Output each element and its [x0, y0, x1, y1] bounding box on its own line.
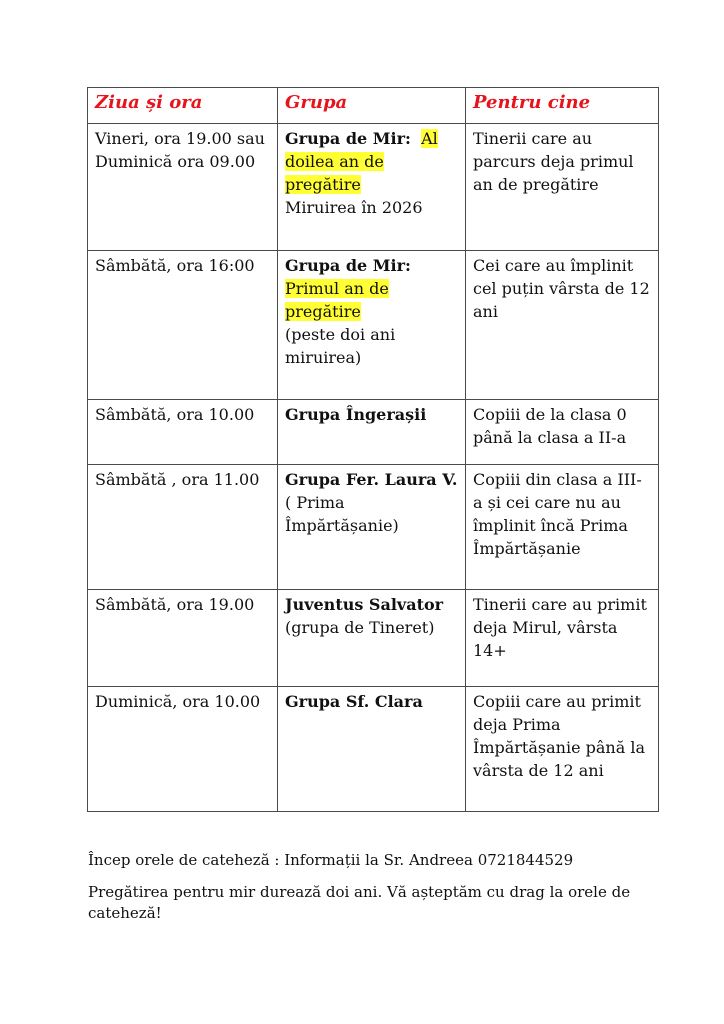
table-row	[88, 124, 659, 251]
cell-audience: Cei care au împlinit cel puțin vârsta de 12 ani	[466, 251, 659, 400]
group-highlight: Al doilea an de pregătire	[285, 129, 438, 194]
table-row	[88, 465, 659, 590]
group-highlight: Primul an de pregătire	[285, 279, 389, 321]
group-name: Grupa Sf. Clara	[285, 692, 423, 711]
cell-group	[278, 687, 466, 812]
cell-day: Sâmbătă, ora 10.00	[88, 400, 278, 465]
group-name: Grupa Fer. Laura V.	[285, 470, 458, 489]
cell-day: Sâmbătă , ora 11.00	[88, 465, 278, 590]
group-extra: ( Prima Împărtășanie)	[285, 493, 399, 535]
group-name: Grupa de Mir:	[285, 256, 411, 275]
contact-note: Încep orele de cateheză : Informații la Sr. Andreea 0721844529	[88, 851, 574, 869]
header-group: Grupa	[278, 88, 466, 124]
cell-group	[278, 590, 466, 687]
cell-audience: Copiii de la clasa 0 până la clasa a II-a	[466, 400, 659, 465]
cell-audience: Tinerii care au parcurs deja primul an de pregătire	[466, 124, 659, 251]
cell-group	[278, 251, 466, 400]
table-row	[88, 687, 659, 812]
table-row	[88, 400, 659, 465]
cell-audience: Copiii din clasa a III-a și cei care nu au împlinit încă Prima Împărtășanie	[466, 465, 659, 590]
group-name: Juventus Salvator	[285, 595, 444, 614]
cell-audience: Copiii care au primit deja Prima Împărtășanie până la vârsta de 12 ani	[466, 687, 659, 812]
cell-group	[278, 124, 466, 251]
cell-audience: Tinerii care au primit deja Mirul, vârsta 14+	[466, 590, 659, 687]
table-header-row	[88, 88, 659, 124]
group-extra: (grupa de Tineret)	[285, 618, 435, 637]
group-name: Grupa de Mir:	[285, 129, 411, 148]
header-day-time: Ziua și ora	[88, 88, 278, 124]
cell-group	[278, 465, 466, 590]
schedule-table	[87, 87, 659, 812]
cell-day: Duminică, ora 10.00	[88, 687, 278, 812]
invitation-note: Pregătirea pentru mir durează doi ani. Vă așteptăm cu drag la orele de cateheză!	[88, 883, 631, 922]
header-audience: Pentru cine	[466, 88, 659, 124]
cell-day: Sâmbătă, ora 16:00	[88, 251, 278, 400]
table-row	[88, 251, 659, 400]
cell-group	[278, 400, 466, 465]
group-extra: (peste doi ani miruirea)	[285, 325, 396, 367]
cell-day: Vineri, ora 19.00 sau Duminică ora 09.00	[88, 124, 278, 251]
cell-day: Sâmbătă, ora 19.00	[88, 590, 278, 687]
table-row	[88, 590, 659, 687]
group-extra: Miruirea în 2026	[285, 198, 423, 217]
group-name: Grupa Îngerașii	[285, 405, 427, 424]
